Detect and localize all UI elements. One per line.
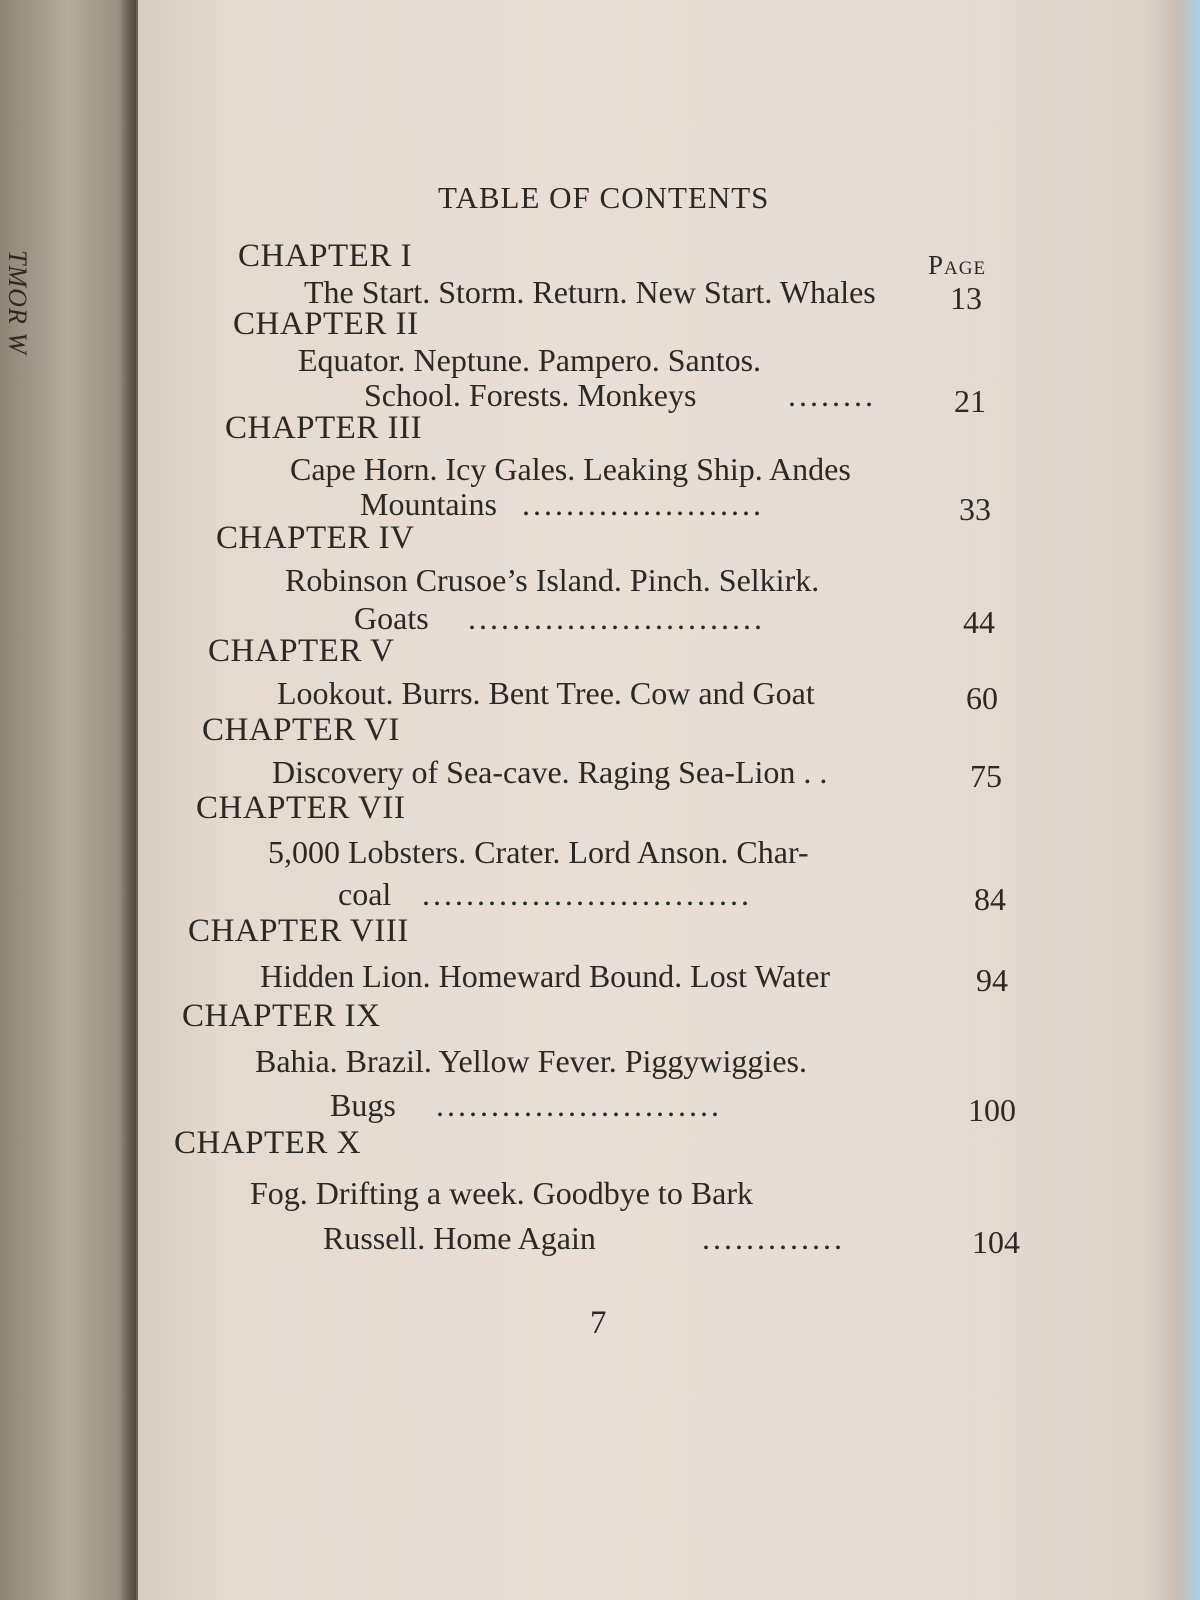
chapter-page-number: 13 xyxy=(950,280,982,316)
dot-leader: ........ xyxy=(788,377,876,413)
chapter-page-number: 33 xyxy=(959,491,991,527)
chapter-page-number: 21 xyxy=(954,383,986,419)
dot-leader: ............. xyxy=(702,1220,845,1256)
dot-leader: ........................... xyxy=(468,600,765,636)
chapter-heading: CHAPTER I xyxy=(238,238,413,274)
chapter-summary-line: Goats xyxy=(354,600,429,636)
chapter-heading: CHAPTER X xyxy=(174,1125,361,1161)
chapter-summary-line: 5,000 Lobsters. Crater. Lord Anson. Char- xyxy=(268,834,809,870)
chapter-summary-line: School. Forests. Monkeys xyxy=(364,377,697,413)
chapter-summary-line: Robinson Crusoe’s Island. Pinch. Selkirk. xyxy=(285,562,820,598)
page-column-label: Page xyxy=(928,250,987,280)
dot-leader: ...................... xyxy=(522,486,764,522)
chapter-summary-line: coal xyxy=(338,876,392,912)
chapter-page-number: 94 xyxy=(976,962,1008,998)
chapter-heading: CHAPTER II xyxy=(233,306,419,342)
book-page xyxy=(136,0,1200,1600)
chapter-page-number: 60 xyxy=(966,680,998,716)
previous-page-edge-text: TMOR W xyxy=(3,250,32,355)
chapter-page-number: 75 xyxy=(970,758,1002,794)
chapter-heading: CHAPTER VI xyxy=(202,712,400,748)
chapter-summary-line: Bugs xyxy=(330,1087,396,1123)
chapter-page-number: 84 xyxy=(974,881,1006,917)
chapter-summary-line: Lookout. Burrs. Bent Tree. Cow and Goat xyxy=(277,675,815,711)
chapter-heading: CHAPTER VII xyxy=(196,790,406,826)
chapter-heading: CHAPTER IX xyxy=(182,998,381,1034)
chapter-page-number: 104 xyxy=(972,1224,1020,1260)
chapter-page-number: 44 xyxy=(963,604,995,640)
chapter-summary-line: Russell. Home Again xyxy=(323,1220,596,1256)
chapter-summary-line: Equator. Neptune. Pampero. Santos. xyxy=(298,342,762,378)
chapter-summary-line: The Start. Storm. Return. New Start. Whales xyxy=(304,274,876,310)
chapter-heading: CHAPTER IV xyxy=(216,520,415,556)
chapter-heading: CHAPTER VIII xyxy=(188,913,409,949)
chapter-summary-line: Bahia. Brazil. Yellow Fever. Piggywiggies. xyxy=(255,1043,807,1079)
chapter-summary-line: Cape Horn. Icy Gales. Leaking Ship. Andes xyxy=(290,451,851,487)
table-of-contents xyxy=(138,0,1200,1600)
page-number-footer: 7 xyxy=(590,1305,607,1341)
chapter-summary-line: Discovery of Sea-cave. Raging Sea-Lion . . xyxy=(272,754,828,790)
chapter-page-number: 100 xyxy=(968,1092,1016,1128)
chapter-summary-line: Fog. Drifting a week. Goodbye to Bark xyxy=(250,1175,754,1211)
chapter-summary-line: Mountains xyxy=(360,486,497,522)
dot-leader: .............................. xyxy=(422,876,752,912)
chapter-summary-line: Hidden Lion. Homeward Bound. Lost Water xyxy=(260,958,831,994)
page-title: TABLE OF CONTENTS xyxy=(438,180,770,215)
dot-leader: .......................... xyxy=(436,1087,722,1123)
chapter-heading: CHAPTER III xyxy=(225,410,423,446)
chapter-heading: CHAPTER V xyxy=(208,633,395,669)
